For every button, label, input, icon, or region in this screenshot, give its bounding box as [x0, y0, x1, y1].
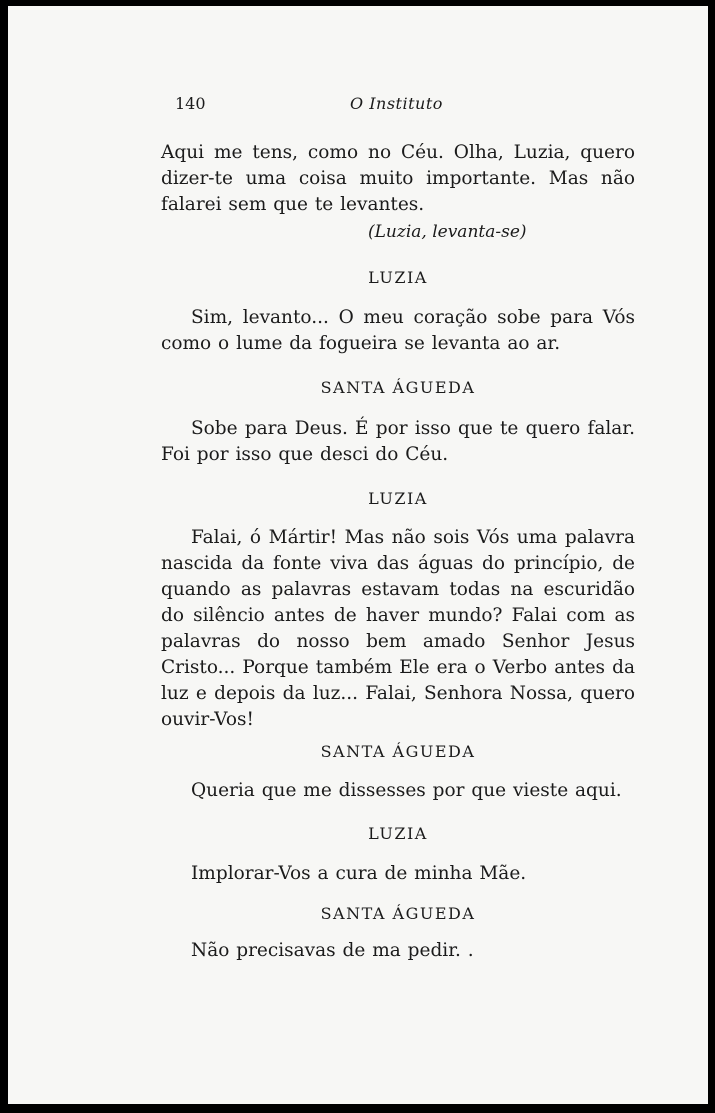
speaker-name: SANTA ÁGUEDA	[320, 742, 476, 761]
speech-paragraph: Sim, levanto... O meu coração sobe para Vós como o lume da fogueira se levanta ao ar.	[161, 307, 635, 354]
speech-paragraph: Não precisavas de ma pedir. .	[191, 940, 474, 961]
speaker-name: LUZIA	[368, 824, 428, 843]
speech-paragraph: Falai, ó Mártir! Mas não sois Vós uma palavra nascida da fonte viva das águas do princípio, de quando as palavras estavam todas na escuridão do silêncio antes de haver mundo? Falai com as palavras do nosso bem amado Senhor Jesus Cristo... Porque também Ele era o Verbo antes da luz e depois da luz... Falai, Senhora Nossa, quero ouvir-Vos!	[161, 527, 635, 730]
page-header	[165, 94, 635, 118]
stage-direction: (Luzia, levanta-se)	[368, 222, 527, 242]
speaker-name: SANTA ÁGUEDA	[320, 378, 476, 397]
speech-paragraph: Sobe para Deus. É por isso que te quero falar. Foi por isso que desci do Céu.	[161, 418, 635, 465]
speaker-name: LUZIA	[368, 489, 428, 508]
speech-paragraph: Aqui me tens, como no Céu. Olha, Luzia, quero dizer-te uma coisa muito importante. Mas não falarei sem que te levantes.	[161, 142, 635, 215]
speaker-name: LUZIA	[368, 268, 428, 287]
speaker-name: SANTA ÁGUEDA	[320, 904, 476, 923]
book-page	[8, 6, 708, 1104]
speech-paragraph: Queria que me dissesses por que vieste aqui.	[191, 780, 622, 801]
page-number: 140	[175, 94, 206, 113]
speech-paragraph: Implorar-Vos a cura de minha Mãe.	[191, 863, 527, 884]
running-title: O Instituto	[350, 94, 443, 113]
